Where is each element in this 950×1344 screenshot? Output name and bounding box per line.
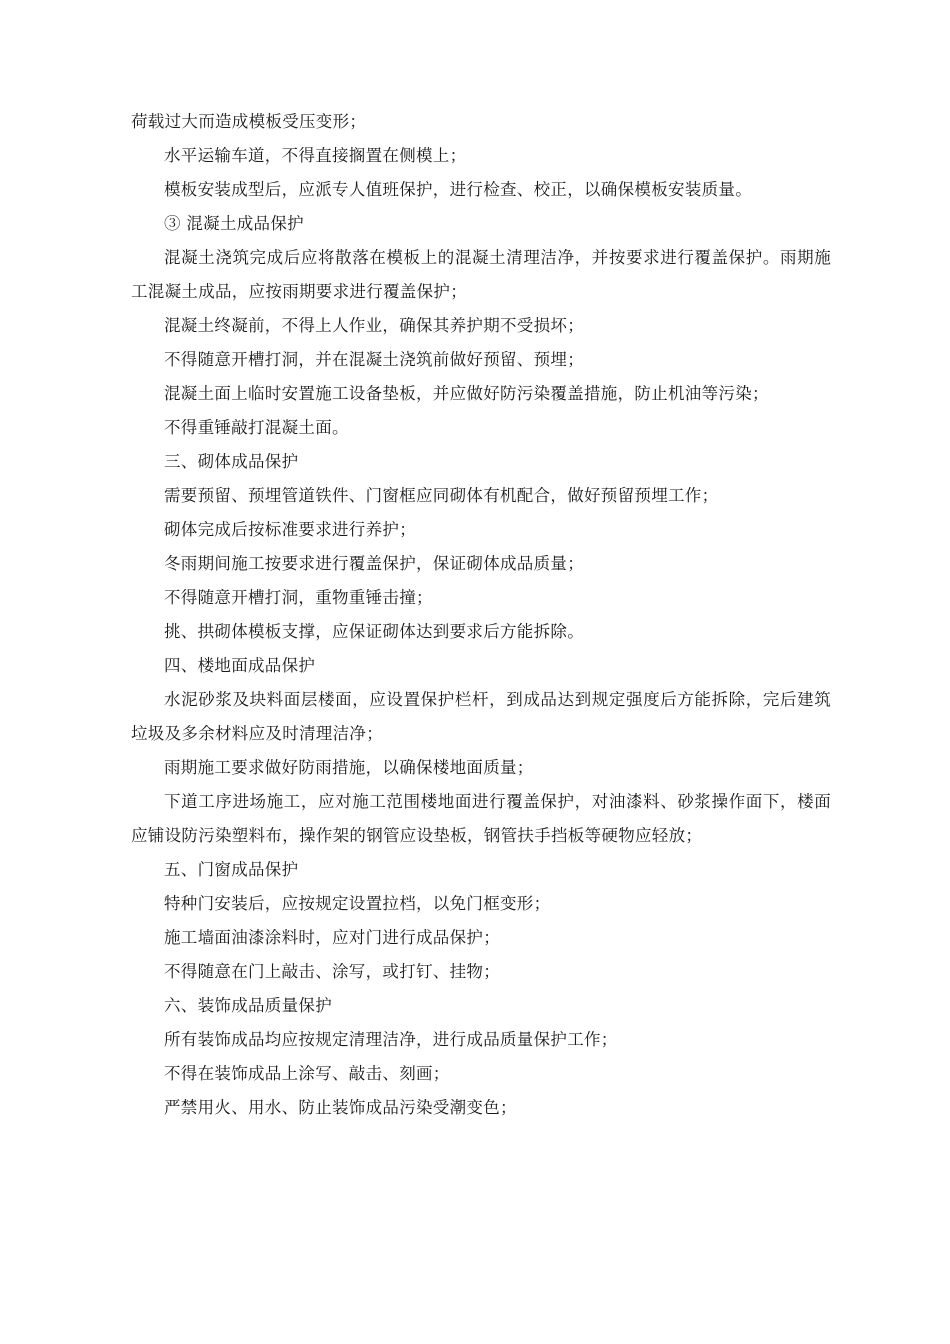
section-heading: ③ 混凝土成品保护 (164, 214, 304, 233)
paragraph: 冬雨期间施工按要求进行覆盖保护，保证砌体成品质量； (164, 554, 584, 573)
paragraph: 模板安装成型后，应派专人值班保护，进行检查、校正，以确保模板安装质量。 (164, 180, 752, 199)
paragraph: 下道工序进场施工，应对施工范围楼地面进行覆盖保护，对油漆料、砂浆操作面下，楼面应铺设防污染塑料布，操作架的钢管应设垫板，钢管扶手挡板等硬物应轻放； (131, 792, 831, 845)
section-heading: 六、装饰成品质量保护 (164, 996, 332, 1015)
paragraph: 挑、拱砌体模板支撑，应保证砌体达到要求后方能拆除。 (164, 622, 584, 641)
paragraph: 混凝土面上临时安置施工设备垫板，并应做好防污染覆盖措施，防止机油等污染； (164, 384, 769, 403)
paragraph: 混凝土终凝前，不得上人作业，确保其养护期不受损坏； (164, 316, 584, 335)
paragraph: 不得在装饰成品上涂写、敲击、刻画； (164, 1064, 450, 1083)
section-heading: 三、砌体成品保护 (164, 452, 299, 471)
paragraph: 雨期施工要求做好防雨措施，以确保楼地面质量； (164, 758, 534, 777)
paragraph: 需要预留、预埋管道铁件、门窗框应同砌体有机配合，做好预留预埋工作； (164, 486, 719, 505)
paragraph: 水平运输车道，不得直接搁置在侧模上； (164, 146, 467, 165)
paragraph: 特种门安装后，应按规定设置拉档，以免门框变形； (164, 894, 551, 913)
paragraph: 水泥砂浆及块料面层楼面，应设置保护栏杆，到成品达到规定强度后方能拆除，完后建筑垃圾及多余材料应及时清理洁净； (131, 690, 831, 743)
paragraph: 混凝土浇筑完成后应将散落在模板上的混凝土清理洁净，并按要求进行覆盖保护。雨期施工混凝土成品，应按雨期要求进行覆盖保护； (131, 248, 831, 301)
paragraph: 所有装饰成品均应按规定清理洁净，进行成品质量保护工作； (164, 1030, 618, 1049)
document-body (131, 105, 831, 1125)
paragraph: 砌体完成后按标准要求进行养护； (164, 520, 416, 539)
section-heading: 五、门窗成品保护 (164, 860, 299, 879)
paragraph: 不得重锤敲打混凝土面。 (164, 418, 349, 437)
paragraph: 荷载过大而造成模板受压变形； (131, 112, 367, 131)
paragraph: 不得随意在门上敲击、涂写，或打钉、挂物； (164, 962, 500, 981)
section-heading: 四、楼地面成品保护 (164, 656, 316, 675)
paragraph: 施工墙面油漆涂料时，应对门进行成品保护； (164, 928, 500, 947)
paragraph: 严禁用火、用水、防止装饰成品污染受潮变色； (164, 1098, 517, 1117)
paragraph: 不得随意开槽打洞，并在混凝土浇筑前做好预留、预埋； (164, 350, 584, 369)
paragraph: 不得随意开槽打洞，重物重锤击撞； (164, 588, 433, 607)
